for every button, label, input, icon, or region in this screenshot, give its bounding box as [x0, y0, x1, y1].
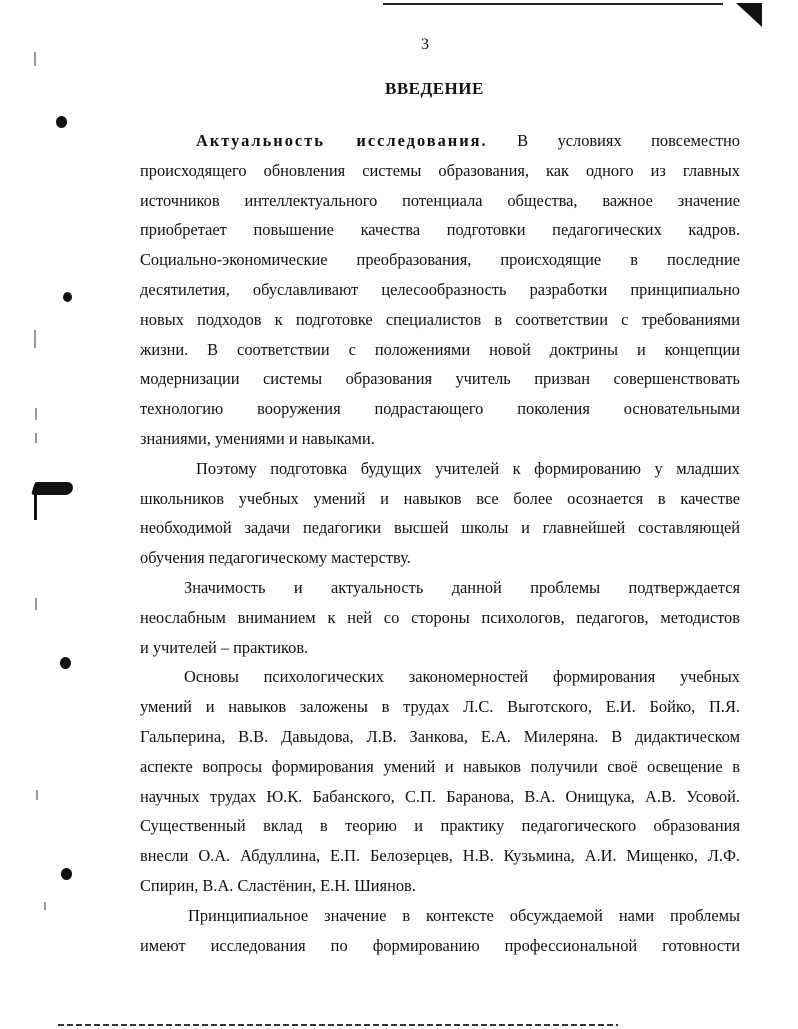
text-line: умений и навыков заложены в трудах Л.С. Выготского, Е.И. Бойко, П.Я.	[140, 697, 740, 717]
text-line: Поэтому подготовка будущих учителей к формированию у младших	[196, 458, 740, 478]
binding-hole-mark	[56, 116, 67, 128]
text-line: Значимость и актуальность данной проблемы подтверждается	[184, 577, 740, 597]
binding-hole-mark	[63, 292, 72, 302]
margin-tick	[44, 902, 46, 910]
scan-corner-mark	[736, 3, 762, 27]
margin-ink-blot	[31, 482, 75, 495]
page-number: 3	[421, 36, 429, 53]
binding-hole-mark	[60, 657, 71, 669]
binding-hole-mark	[61, 868, 72, 880]
margin-tick	[35, 433, 37, 443]
margin-tick	[36, 790, 38, 800]
margin-tick	[34, 52, 36, 66]
text-line: новых подходов к подготовке специалистов в соответствии с требованиями	[140, 309, 740, 329]
text-line: и учителей – практиков.	[140, 637, 309, 657]
text-line: Основы психологических закономерностей формирования учебных	[184, 667, 740, 687]
text-line: технологию вооружения подрастающего поколения основательными	[140, 399, 740, 419]
section-heading-run: Актуальность исследования.	[196, 131, 488, 150]
text-line	[140, 126, 740, 156]
text-line: Гальперина, В.В. Давыдова, Л.В. Занкова, Е.А. Милеряна. В дидактическом	[140, 726, 740, 746]
margin-tick	[35, 598, 37, 610]
text-line: Спирин, В.А. Сластёнин, Е.Н. Шиянов.	[140, 875, 416, 895]
text-line: Существенный вклад в теорию и практику педагогического образования	[140, 816, 740, 836]
margin-tick	[34, 330, 36, 348]
text-line: источников интеллектуального потенциала общества, важное значение	[140, 190, 740, 210]
text-line: неослабным вниманием к ней со стороны психологов, педагогов, методистов	[140, 607, 740, 627]
text-line: научных трудах Ю.К. Бабанского, С.П. Баранова, В.А. Онищука, А.В. Усовой.	[140, 786, 740, 806]
text-line: аспекте вопросы формирования умений и навыков получили своё освещение в	[140, 756, 740, 776]
text-line: школьников учебных умений и навыков все более осознается в качестве	[140, 488, 740, 508]
text-line: обучения педагогическому мастерству.	[140, 548, 411, 568]
text-line: жизни. В соответствии с положениями новой доктрины и концепции	[140, 339, 740, 359]
scan-top-edge-line	[383, 3, 723, 5]
text-line: Принципиальное значение в контексте обсуждаемой нами проблемы	[188, 905, 740, 925]
text-line: Социально-экономические преобразования, происходящие в последние	[140, 250, 740, 270]
page-title: ВВЕДЕНИЕ	[385, 79, 484, 98]
text-line: необходимой задачи педагогики высшей школы и главнейшей составляющей	[140, 518, 740, 538]
text-line: внесли О.А. Абдуллина, Е.П. Белозерцев, Н.В. Кузьмина, А.И. Мищенко, Л.Ф.	[140, 846, 740, 866]
text-line: знаниями, умениями и навыками.	[140, 428, 375, 448]
text-line: десятилетия, обуславливают целесообразность разработки принципиально	[140, 279, 740, 299]
margin-tick	[35, 408, 37, 420]
text-line: приобретает повышение качества подготовки педагогических кадров.	[140, 220, 740, 240]
scan-bottom-edge-line	[58, 1024, 618, 1026]
body-text	[140, 126, 740, 960]
text-run: В условиях повсеместно	[517, 131, 740, 150]
margin-ink-blot	[34, 490, 37, 520]
text-line: модернизации системы образования учитель призван совершенствовать	[140, 369, 740, 389]
text-line: имеют исследования по формированию профессиональной готовности	[140, 935, 740, 955]
text-line: происходящего обновления системы образования, как одного из главных	[140, 160, 740, 180]
